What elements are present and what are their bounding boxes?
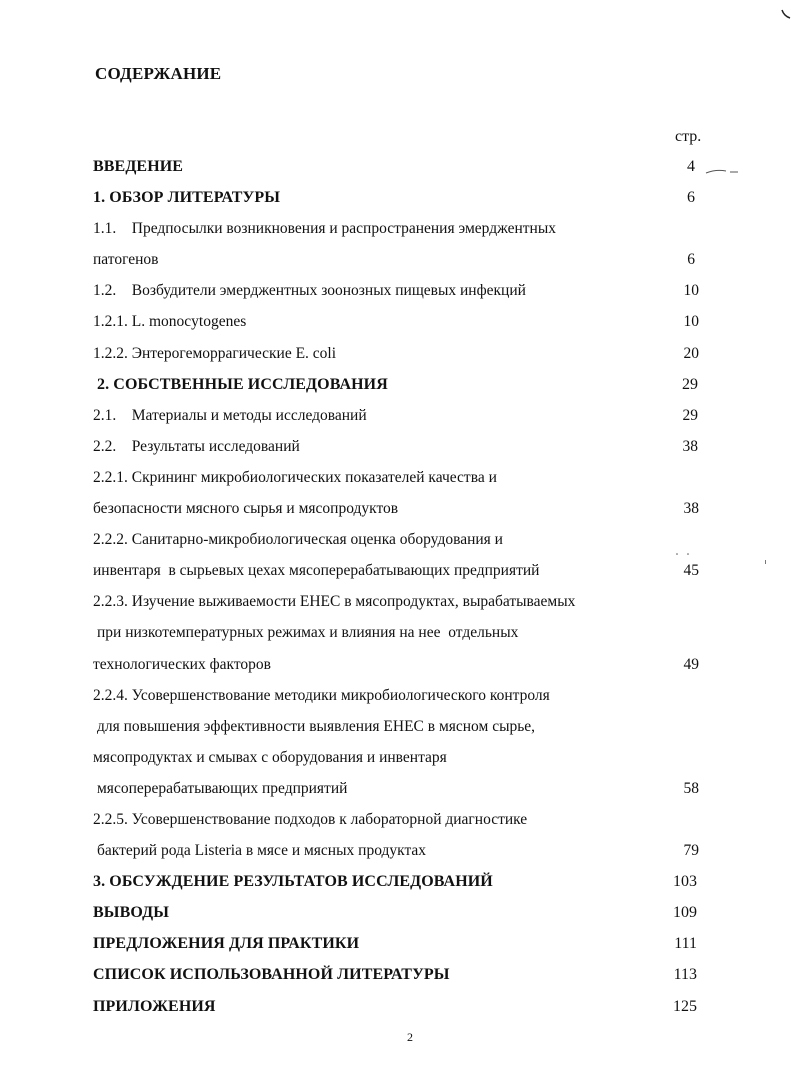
- toc-entry-text: 2.1. Материалы и методы исследований: [93, 406, 367, 424]
- toc-entry-page: 103: [673, 873, 697, 891]
- toc-entry-text: 1.2. Возбудители эмерджентных зоонозных пищевых инфекций: [93, 282, 526, 300]
- toc-entry-page: 111: [674, 935, 697, 953]
- toc-entry-text: ВЫВОДЫ: [93, 904, 170, 922]
- toc-entry-page: 113: [673, 966, 697, 984]
- toc-entry-text: патогенов: [93, 251, 159, 269]
- toc-entry-page: 58: [683, 779, 699, 797]
- scan-speck: [765, 560, 766, 564]
- page-number: 2: [407, 1030, 413, 1044]
- toc-entry-page: 10: [683, 282, 699, 300]
- toc-entry-page: 4: [687, 158, 695, 175]
- toc-entry-page: 125: [673, 997, 697, 1015]
- toc-entry-text: бактерий рода Listeria в мясе и мясных продуктах: [97, 842, 427, 860]
- toc-entry-page: 10: [683, 313, 699, 331]
- toc-entry-text: ВВЕДЕНИЕ: [93, 158, 184, 175]
- toc-entry-text: 1.2.1. L. monocytogenes: [93, 313, 247, 331]
- toc-entry-text: 2.2.4. Усовершенствование методики микробиологического контроля: [93, 686, 550, 704]
- toc-entry-text: для повышения эффективности выявления EHEC в мясном сырье,: [97, 717, 536, 735]
- toc-entry-text: 1.2.2. Энтерогеморрагические E. coli: [93, 344, 337, 362]
- toc-entry-text: при низкотемпературных режимах и влияния на нее отдельных: [97, 624, 519, 642]
- toc-entry-page: 38: [683, 500, 699, 518]
- toc-entry-text: мясопродуктах и смывах с оборудования и инвентаря: [93, 748, 447, 766]
- scan-dot: [676, 553, 678, 555]
- toc-entry-text: 1. ОБЗОР ЛИТЕРАТУРЫ: [93, 189, 281, 207]
- page-title: СОДЕРЖАНИЕ: [95, 64, 222, 83]
- toc-entry-text: СПИСОК ИСПОЛЬЗОВАННОЙ ЛИТЕРАТУРЫ: [93, 966, 450, 984]
- toc-entry-page: 6: [687, 189, 695, 207]
- scan-mark-dash: [706, 170, 738, 173]
- toc-entry-page: 29: [682, 375, 698, 393]
- toc-entry-text: 2. СОБСТВЕННЫЕ ИССЛЕДОВАНИЯ: [97, 375, 388, 393]
- toc-entry-text: 2.2.1. Скрининг микробиологических показателей качества и: [93, 468, 497, 486]
- toc-entry-text: 2.2. Результаты исследований: [93, 437, 300, 455]
- toc-entry-page: 45: [683, 562, 699, 580]
- toc-entry-page: 79: [683, 842, 699, 860]
- toc-entry-text: 2.2.2. Санитарно-микробиологическая оценка оборудования и: [93, 531, 503, 549]
- toc-entry-page: 6: [687, 251, 695, 269]
- toc-entry-page: 38: [682, 437, 698, 455]
- toc-entry-page: 49: [683, 655, 699, 673]
- toc-entry-page: 20: [683, 344, 699, 362]
- toc-entry-text: инвентаря в сырьевых цехах мясоперерабатывающих предприятий: [93, 562, 540, 580]
- toc-entry-text: ПРЕДЛОЖЕНИЯ ДЛЯ ПРАКТИКИ: [93, 935, 360, 953]
- toc-entry-text: технологических факторов: [93, 655, 271, 673]
- toc-entry-text: ПРИЛОЖЕНИЯ: [93, 997, 216, 1015]
- toc-entry-text: мясоперерабатывающих предприятий: [97, 779, 348, 797]
- toc-entry-text: 2.2.3. Изучение выживаемости EHEC в мясопродуктах, вырабатываемых: [93, 593, 576, 611]
- toc-entry-text: 3. ОБСУЖДЕНИЕ РЕЗУЛЬТАТОВ ИССЛЕДОВАНИЙ: [93, 873, 493, 891]
- pages-column-label: стр.: [675, 128, 702, 145]
- toc-entry-page: 109: [673, 904, 697, 922]
- scan-dot: [687, 553, 689, 555]
- toc-entry-text: 2.2.5. Усовершенствование подходов к лабораторной диагностике: [93, 810, 528, 828]
- toc-entry-page: 29: [682, 406, 698, 424]
- scan-mark-corner: [782, 10, 790, 18]
- toc-entry-text: 1.1. Предпосылки возникновения и распространения эмерджентных: [93, 220, 557, 238]
- toc-entry-text: безопасности мясного сырья и мясопродуктов: [93, 500, 399, 518]
